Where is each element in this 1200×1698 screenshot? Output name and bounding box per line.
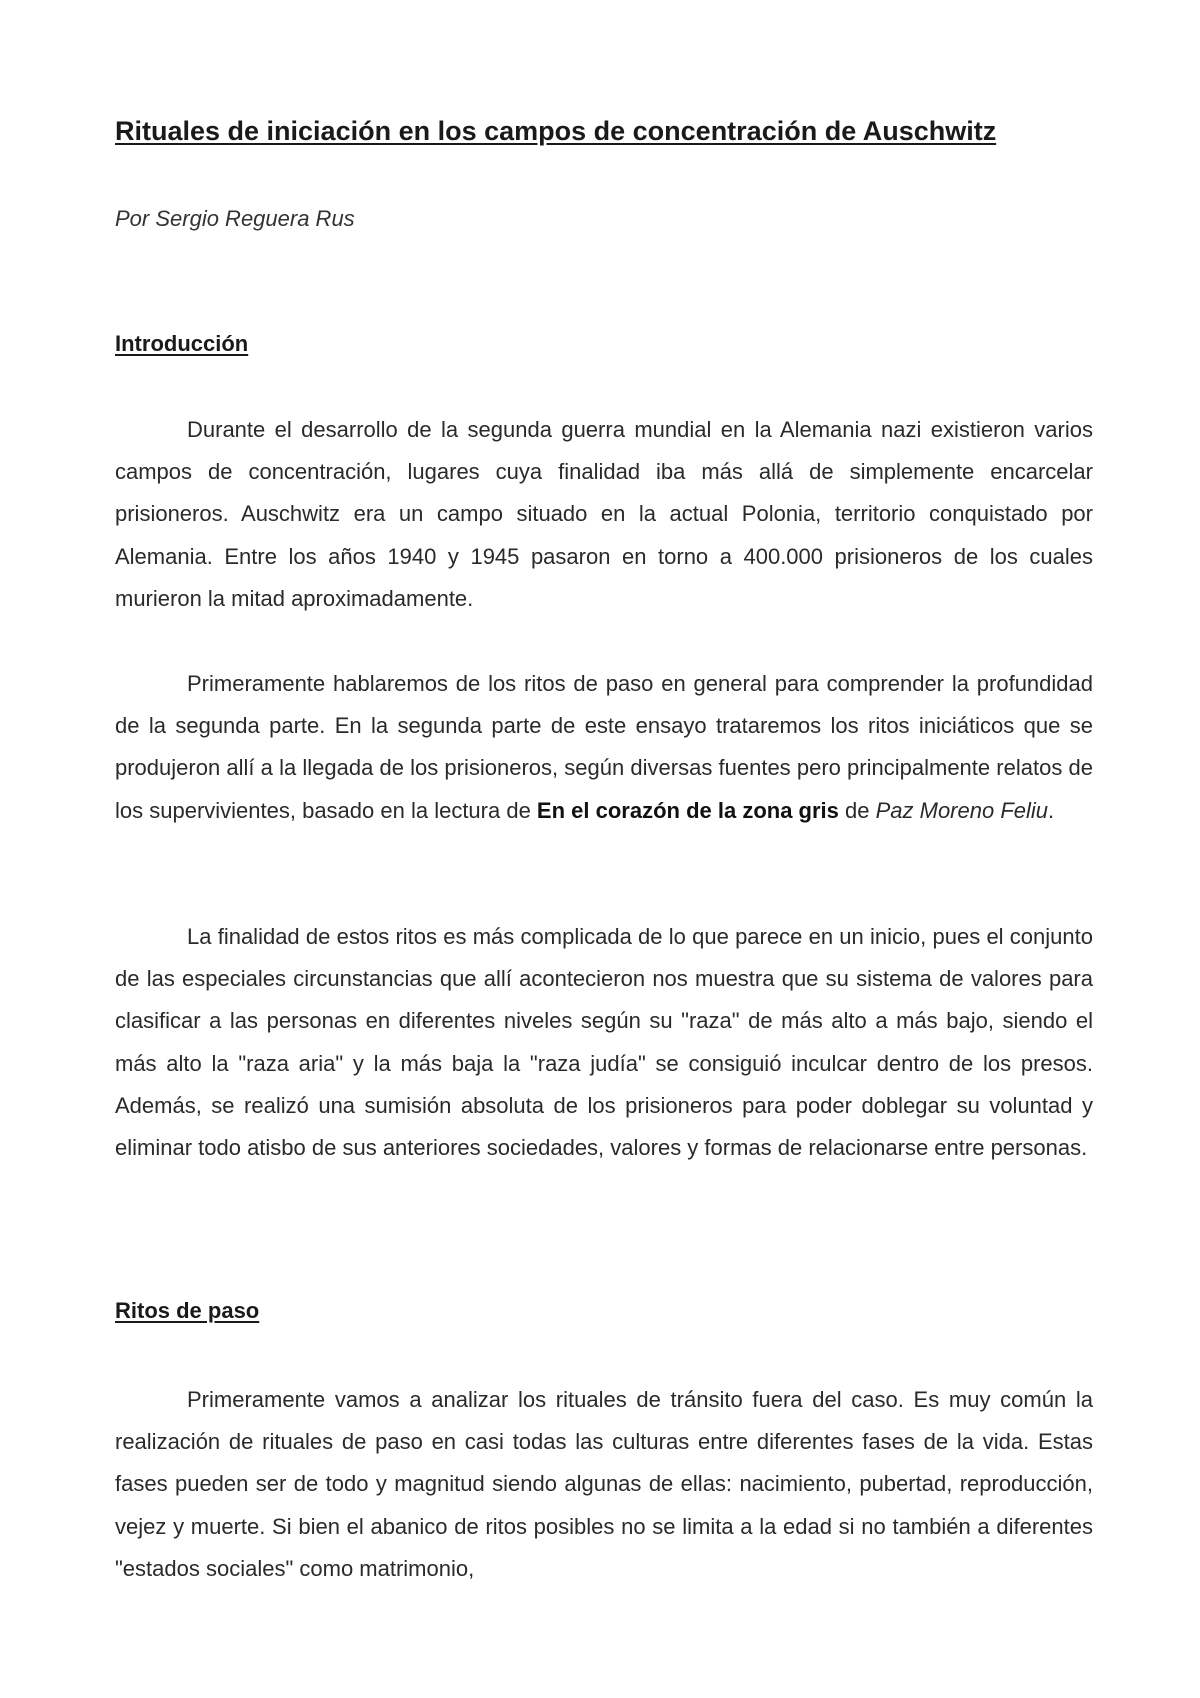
book-author: Paz Moreno Feliu [875, 797, 1049, 823]
author-byline: Por Sergio Reguera Rus [115, 206, 355, 231]
paragraph-ritos-1: Primeramente vamos a analizar los rituales de tránsito fuera del caso. Es muy común la realización de rituales de paso en casi todas las culturas entre diferentes fases de la vida. Estas fases pueden ser de todo y magnitud siendo algunas de ellas: nacimiento, pubertad, reproducción, vejez y muerte. Si bien el abanico de ritos posibles no se limita a la edad si no también a diferentes "estados sociales" como matrimonio, [115, 1387, 1093, 1581]
document-title: Rituales de iniciación en los campos de concentración de Auschwitz [115, 116, 997, 146]
paragraph-intro-2 [115, 663, 1093, 832]
paragraph-intro-3: La finalidad de estos ritos es más complicada de lo que parece en un inicio, pues el conjunto de las especiales circunstancias que allí acontecieron nos muestra que su sistema de valores para clasificar a las personas en diferentes niveles según su "raza" de más alto a más bajo, siendo el más alto la "raza aria" y la más baja la "raza judía" se consiguió inculcar dentro de los presos. Además, se realizó una sumisión absoluta de los prisioneros para poder doblegar su voluntad y eliminar todo atisbo de sus anteriores sociedades, valores y formas de relacionarse entre personas. [115, 924, 1093, 1161]
paragraph-end: . [1048, 797, 1055, 823]
section-heading-introduccion: Introducción [115, 331, 249, 356]
section-heading-ritos-de-paso: Ritos de paso [115, 1298, 260, 1323]
paragraph-connector: de [838, 797, 876, 823]
paragraph-text: Primeramente hablaremos de los ritos de paso en general para comprender la profundidad de la segunda parte. En la segunda parte de este ensayo trataremos los ritos iniciáticos que se produjeron allí a la llegada de los prisioneros, según diversas fuentes pero principalmente relatos de los supervivientes, basado en la lectura de [115, 671, 1093, 823]
book-title: En el corazón de la zona gris [536, 797, 839, 823]
paragraph-intro-1: Durante el desarrollo de la segunda guerra mundial en la Alemania nazi existieron varios campos de concentración, lugares cuya finalidad iba más allá de simplemente encarcelar prisioneros. Auschwitz era un campo situado en la actual Polonia, territorio conquistado por Alemania. Entre los años 1940 y 1945 pasaron en torno a 400.000 prisioneros de los cuales murieron la mitad aproximadamente. [115, 417, 1093, 611]
